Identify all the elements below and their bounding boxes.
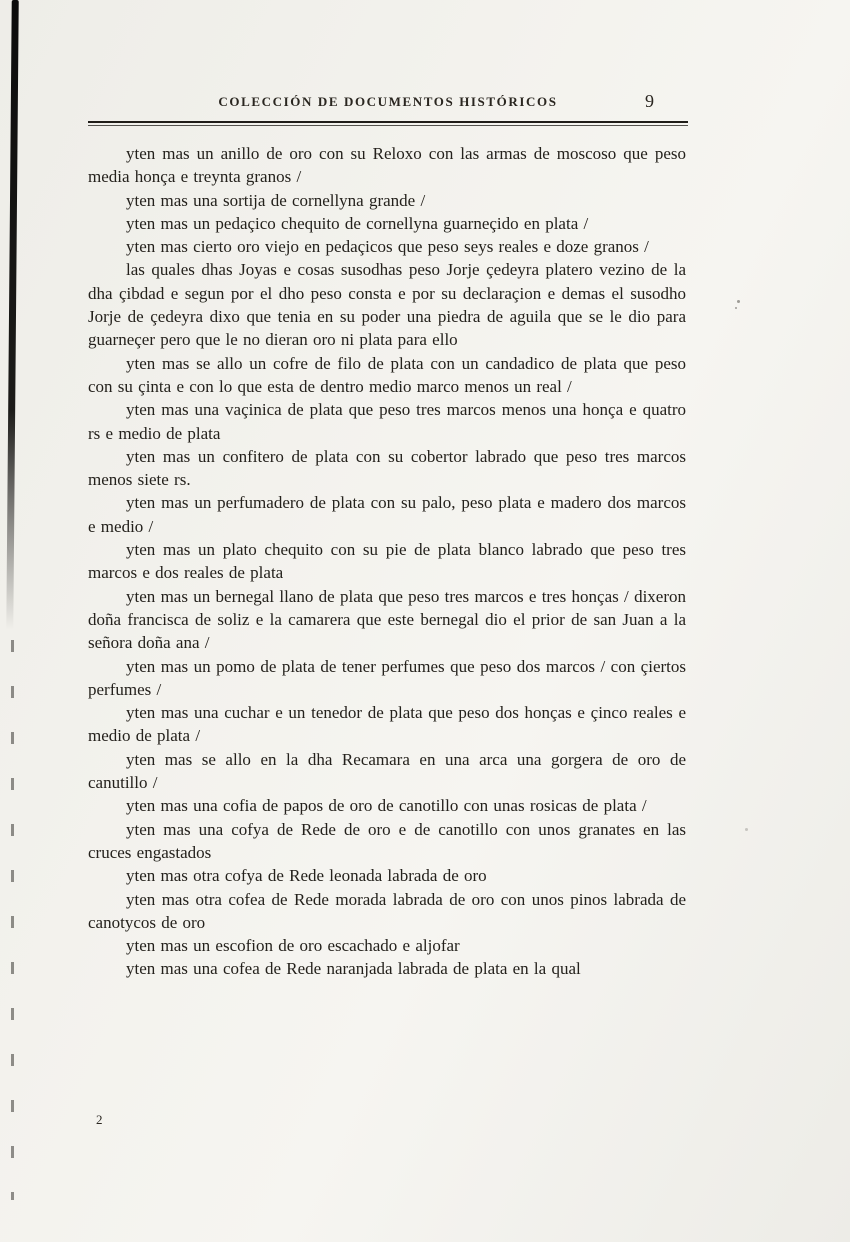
document-body	[88, 142, 686, 981]
paragraph: yten mas un bernegal llano de plata que peso tres marcos e tres honças / dixeron doña francisca de soliz e la camarera que este bernegal dio el prior de san Juan a la señora doña ana /	[88, 586, 686, 653]
scan-speck	[735, 307, 737, 309]
paragraph: yten mas un anillo de oro con su Reloxo con las armas de moscoso que peso media honça e treynta granos /	[88, 144, 686, 187]
paragraph: yten mas un pomo de plata de tener perfumes que peso dos marcos / con çiertos perfumes /	[88, 656, 686, 699]
page-number: 9	[645, 91, 654, 111]
paragraph: yten mas se allo un cofre de filo de plata con un candadico de plata que peso con su çinta e con lo que esta de dentro medio marco menos un real /	[88, 353, 686, 396]
paragraph: yten mas una cofia de papos de oro de canotillo con unas rosicas de plata /	[126, 796, 647, 816]
paragraph: yten mas un plato chequito con su pie de plata blanco labrado que peso tres marcos e dos reales de plata	[88, 540, 686, 583]
paragraph: yten mas otra cofea de Rede morada labrada de oro con unos pinos labrada de canotycos de oro	[88, 889, 686, 932]
paragraph: yten mas una cofea de Rede naranjada labrada de plata en la qual	[126, 959, 581, 979]
paragraph: yten mas una cofya de Rede de oro e de canotillo con unos granates en las cruces engastados	[88, 819, 686, 862]
paragraph: yten mas cierto oro viejo en pedaçicos que peso seys reales e doze granos /	[126, 237, 649, 257]
page-header-title: COLECCIÓN DE DOCUMENTOS HISTÓRICOS	[218, 94, 558, 109]
paragraph: las quales dhas Joyas e cosas susodhas peso Jorje çedeyra platero vezino de la dha çibdad e segun por el dho peso consta e por su declaraçion e demas el susodho Jorje de çedeyra dixo que tenia en su poder una piedra de aguila que se le dio para guarneçer pero que le no dieran oro ni plata para ello	[88, 260, 686, 350]
paragraph: yten mas una vaçinica de plata que peso tres marcos menos una honça e quatro rs e medio de plata	[88, 400, 686, 443]
paragraph: yten mas otra cofya de Rede leonada labrada de oro	[126, 866, 487, 886]
paragraph: yten mas un pedaçico chequito de cornellyna guarneçido en plata /	[126, 213, 589, 233]
paragraph: yten mas un escofion de oro escachado e aljofar	[126, 936, 460, 956]
paragraph: yten mas se allo en la dha Recamara en una arca una gorgera de oro de canutillo /	[88, 749, 686, 793]
scan-speck	[737, 300, 740, 303]
paragraph: yten mas una cuchar e un tenedor de plata que peso dos honças e çinco reales e medio de plata /	[88, 703, 686, 746]
paragraph: yten mas un perfumadero de plata con su palo, peso plata e madero dos marcos e medio /	[88, 493, 686, 536]
signature-mark: 2	[96, 1112, 103, 1127]
running-head	[88, 91, 688, 116]
header-rule-thick	[88, 121, 688, 123]
binding-shadow-dashes	[11, 640, 14, 1200]
binding-shadow-mark	[6, 0, 18, 630]
paragraph: yten mas una sortija de cornellyna grande /	[126, 190, 426, 210]
paragraph: yten mas un confitero de plata con su cobertor labrado que peso tres marcos menos siete rs.	[88, 446, 686, 490]
scan-speck	[745, 828, 748, 831]
header-rule-thin	[88, 125, 688, 126]
